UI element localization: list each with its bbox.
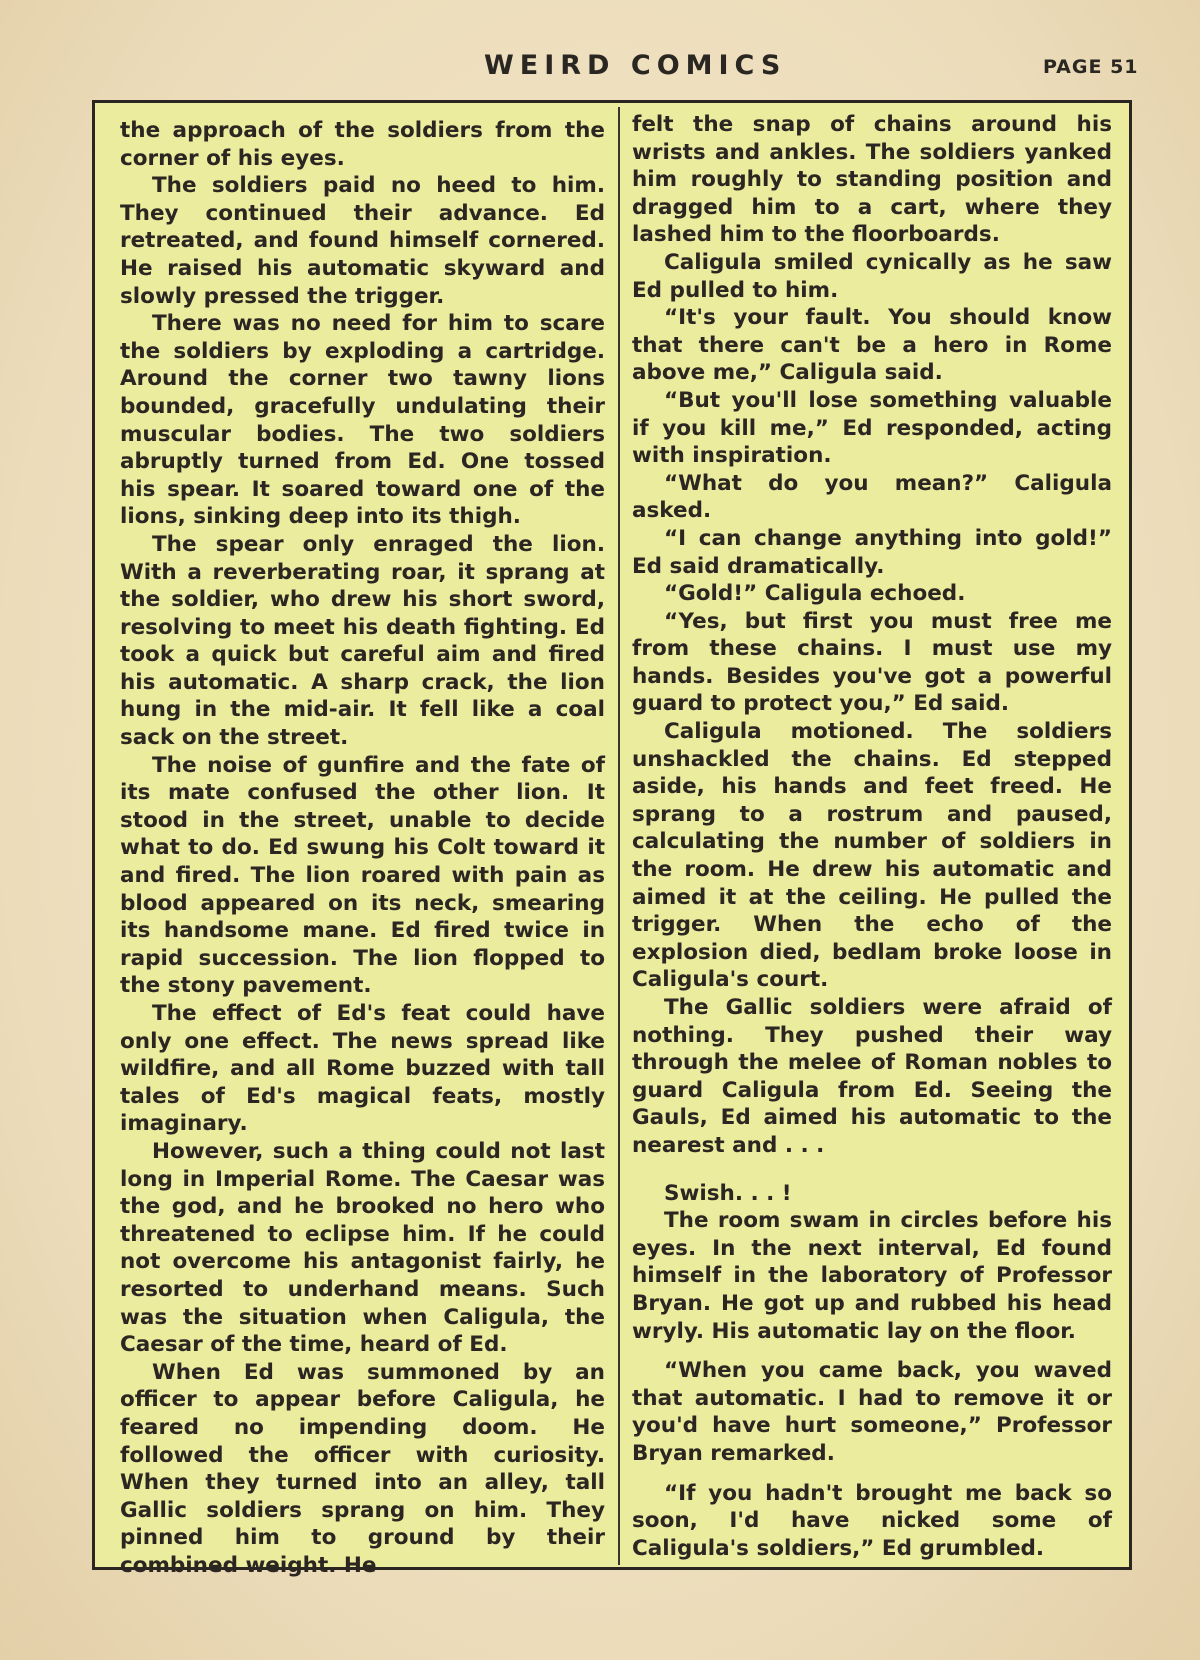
paragraph: The soldiers paid no heed to him. They continued their advance. Ed retreated, and found himself cornered. He raised his automatic skyward and slowly pressed the trigger.: [120, 173, 605, 309]
paragraph: When Ed was summoned by an officer to appear before Caligula, he feared no impending doom. He followed the officer with curiosity. When they turned into an alley, tall Gallic soldiers sprang on him. They pinned him to ground by their combined weight. He: [120, 1359, 605, 1578]
column-divider: [618, 107, 620, 1565]
paragraph: However, such a thing could not last long in Imperial Rome. The Caesar was the god, and he brooked no hero who threatened to eclipse him. If he could not overcome his antagonist fairly, he resorted to underhand means. Such was the situation when Caligula, the Caesar of the time, heard of Ed.: [120, 1138, 605, 1358]
paragraph: The spear only enraged the lion. With a reverberating roar, it sprang at the soldier, who drew his short sword, resolving to meet his death fighting. Ed took a quick but careful aim and fired his automatic. A sharp crack, the lion hung in the mid-air. It fell like a coal sack on the street.: [120, 531, 605, 751]
paragraph: the approach of the soldiers from the corner of his eyes.: [120, 118, 605, 171]
paragraph: There was no need for him to scare the soldiers by exploding a cartridge. Around the corner two tawny lions bounded, gracefully undulating their muscular bodies. The two soldiers abruptly turned from Ed. One tossed his spear. It soared toward one of the lions, sinking deep into its thigh.: [120, 311, 605, 530]
story-text-panel: [92, 100, 1132, 1578]
paragraph: The Gallic soldiers were afraid of nothing. They pushed their way through the melee of Roman nobles to guard Caligula from Ed. Seeing the Gauls, Ed aimed his automatic to the nearest and . . .: [632, 995, 1112, 1158]
paragraph: The room swam in circles before his eyes. In the next interval, Ed found himself in the laboratory of Professor Bryan. He got up and rubbed his head wryly. His automatic lay on the floor.: [632, 1208, 1112, 1344]
paragraph: “What do you mean?” Caligula asked.: [632, 470, 1112, 524]
paragraph: The effect of Ed's feat could have only one effect. The news spread like wildfire, and all Rome buzzed with tall tales of Ed's magical feats, mostly imaginary.: [120, 1001, 605, 1137]
paragraph: felt the snap of chains around his wrists and ankles. The soldiers yanked him roughly to standing position and dragged him to a cart, where they lashed him to the floorboards.: [632, 112, 1112, 248]
paragraph: “Gold!” Caligula echoed.: [664, 581, 966, 607]
paragraph: “If you hadn't brought me back so soon, I'd have nicked some of Caligula's soldiers,” Ed grumbled.: [632, 1480, 1112, 1561]
page-number: PAGE 51: [1043, 56, 1139, 78]
paragraph: “But you'll lose something valuable if you kill me,” Ed responded, acting with inspiration.: [632, 387, 1112, 469]
paragraph: “Yes, but first you must free me from these chains. I must use my hands. Besides you've got a powerful guard to protect you,” Ed said.: [632, 608, 1112, 717]
page-header: [0, 50, 1200, 90]
paragraph: Caligula motioned. The soldiers unshackled the chains. Ed stepped aside, his hands and feet freed. He sprang to a rostrum and paused, calculating the number of soldiers in the room. He drew his automatic and aimed it at the ceiling. He pulled the trigger. When the echo of the explosion died, bedlam broke loose in Caligula's court.: [632, 719, 1112, 993]
right-column: [632, 111, 1112, 1562]
sound-effect: Swish. . . !: [664, 1180, 792, 1206]
paragraph: “When you came back, you waved that automatic. I had to remove it or you'd have hurt someone,” Professor Bryan remarked.: [632, 1358, 1112, 1466]
left-column: [120, 117, 605, 1579]
paragraph: The noise of gunfire and the fate of its mate confused the other lion. It stood in the street, unable to decide what to do. Ed swung his Colt toward it and fired. The lion roared with pain as blood appeared on its neck, smearing its handsome mane. Ed fired twice in rapid succession. The lion flopped to the stony pavement.: [120, 752, 605, 999]
paragraph: Caligula smiled cynically as he saw Ed pulled to him.: [632, 249, 1112, 303]
magazine-title: WEIRD COMICS: [484, 50, 787, 81]
paragraph: “I can change anything into gold!” Ed said dramatically.: [632, 525, 1112, 579]
paragraph: “It's your fault. You should know that there can't be a hero in Rome above me,” Caligula said.: [632, 305, 1112, 386]
